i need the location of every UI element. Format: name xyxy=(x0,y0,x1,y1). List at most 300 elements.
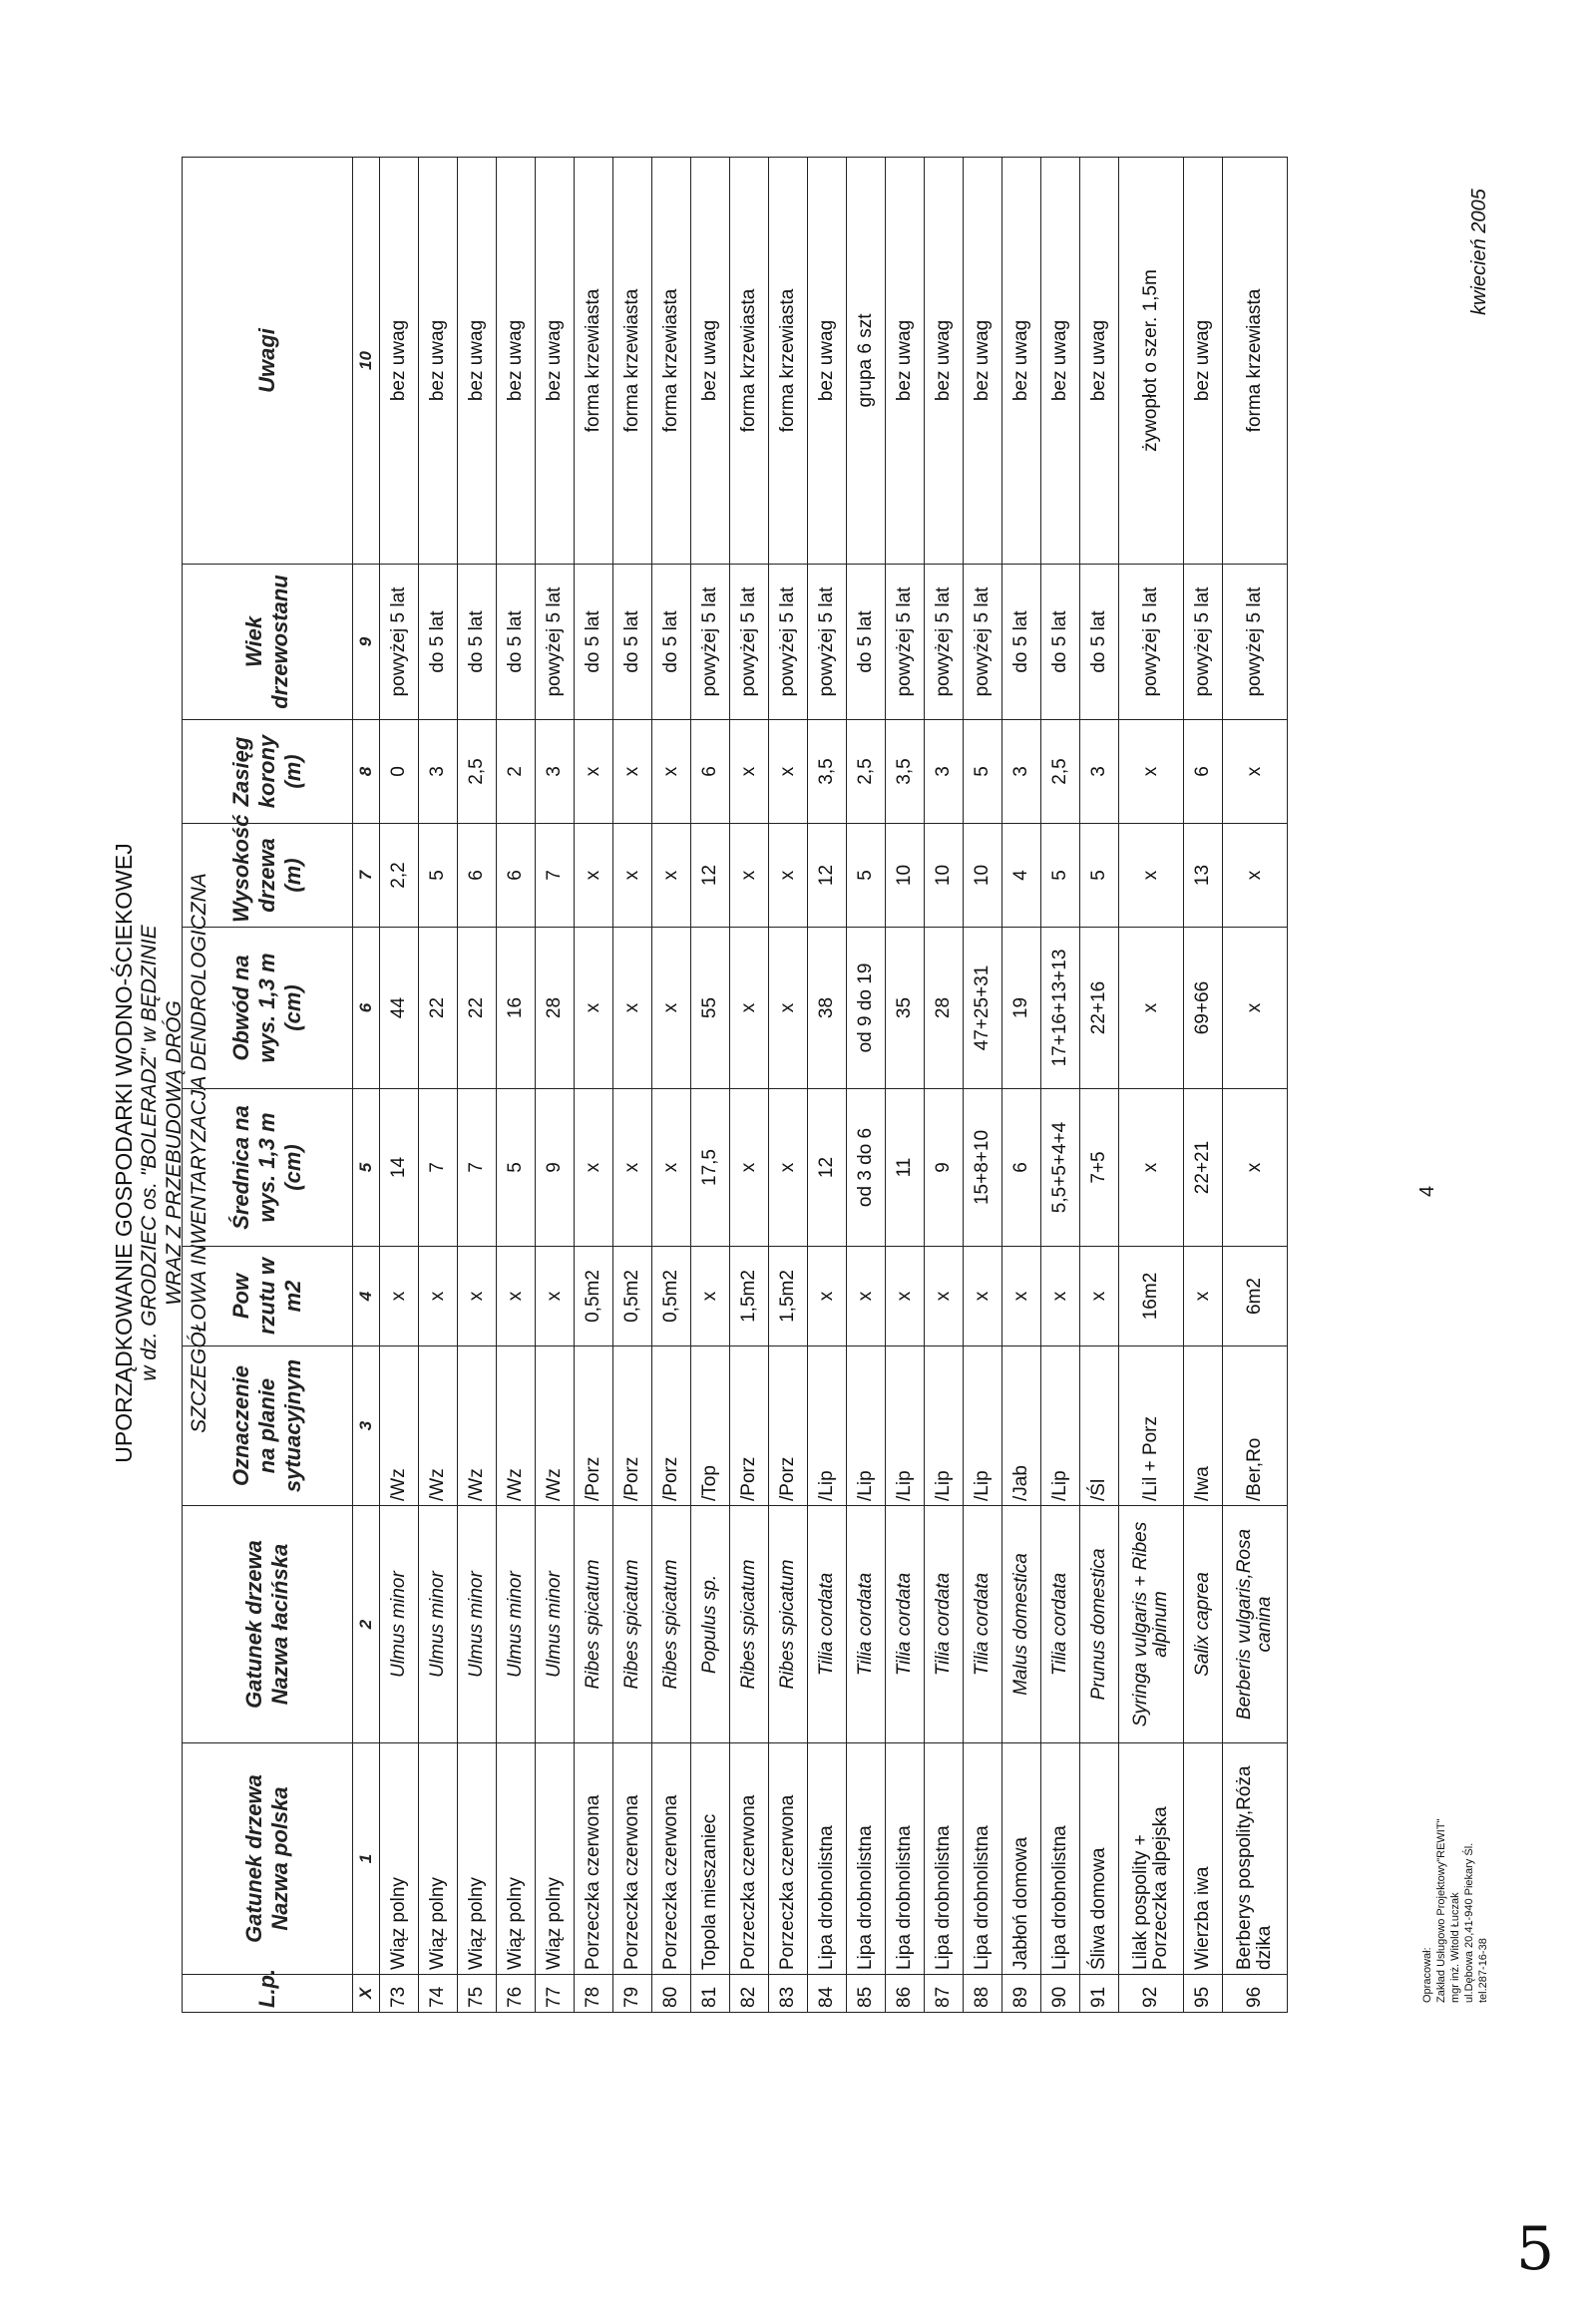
table-cell: 7 xyxy=(536,824,575,928)
table-cell: 2,5 xyxy=(1041,720,1080,824)
table-cell: 88 xyxy=(964,1975,1002,2013)
table-cell: x xyxy=(730,720,769,824)
inventory-table-container xyxy=(182,158,1288,2013)
table-cell: 12 xyxy=(691,824,730,928)
table-cell: Wierzba iwa xyxy=(1184,1743,1223,1975)
table-cell: Tilia cordata xyxy=(886,1506,925,1743)
table-cell: 75 xyxy=(458,1975,497,2013)
table-cell: Ribes spicatum xyxy=(769,1506,808,1743)
column-header: L.p. xyxy=(183,1975,353,2013)
table-cell: 69+66 xyxy=(1184,928,1223,1089)
table-cell: 17,5 xyxy=(691,1089,730,1247)
table-cell: 3 xyxy=(1002,720,1041,824)
table-cell: x xyxy=(769,928,808,1089)
table-cell: 76 xyxy=(497,1975,536,2013)
table-cell: x xyxy=(1119,720,1184,824)
column-number: 7 xyxy=(353,824,380,928)
table-cell: 0,5m2 xyxy=(652,1247,691,1346)
table-cell: bez uwag xyxy=(497,158,536,565)
table-cell: 92 xyxy=(1119,1975,1184,2013)
document-date: kwiecień 2005 xyxy=(1468,189,1490,315)
column-header: Pow rzutu w m2 xyxy=(183,1247,353,1346)
inventory-table xyxy=(182,157,1288,2013)
table-cell: forma krzewiasta xyxy=(575,158,613,565)
table-cell: do 5 lat xyxy=(497,565,536,720)
table-cell: Wiąz polny xyxy=(536,1743,575,1975)
table-cell: Porzeczka czerwona xyxy=(652,1743,691,1975)
table-cell: Wiąz polny xyxy=(380,1743,419,1975)
table-cell: bez uwag xyxy=(1080,158,1119,565)
table-cell: /Wz xyxy=(458,1346,497,1506)
table-cell: /Top xyxy=(691,1346,730,1506)
table-cell: 10 xyxy=(886,824,925,928)
column-number-row xyxy=(353,158,380,2013)
table-cell: 22+16 xyxy=(1080,928,1119,1089)
table-cell: Ribes spicatum xyxy=(575,1506,613,1743)
table-cell: /Lip xyxy=(847,1346,886,1506)
table-cell: 80 xyxy=(652,1975,691,2013)
table-cell: Porzeczka czerwona xyxy=(575,1743,613,1975)
table-cell: bez uwag xyxy=(886,158,925,565)
table-cell: 15+8+10 xyxy=(964,1089,1002,1247)
table-cell: x xyxy=(652,1089,691,1247)
column-number: 1 xyxy=(353,1743,380,1975)
table-cell: 2,5 xyxy=(847,720,886,824)
table-cell: powyżej 5 lat xyxy=(691,565,730,720)
table-cell: do 5 lat xyxy=(458,565,497,720)
table-cell: /Wz xyxy=(419,1346,458,1506)
page-number: 4 xyxy=(1416,1185,1438,1197)
table-cell: powyżej 5 lat xyxy=(808,565,847,720)
table-cell: x xyxy=(1080,1247,1119,1346)
table-cell: x xyxy=(1119,1089,1184,1247)
table-row xyxy=(886,158,925,2013)
table-cell: x xyxy=(1223,720,1288,824)
table-cell: forma krzewiasta xyxy=(613,158,652,565)
table-cell: do 5 lat xyxy=(419,565,458,720)
table-cell: Prunus domestica xyxy=(1080,1506,1119,1743)
table-row xyxy=(1002,158,1041,2013)
header-title: UPORZĄDKOWANIE GOSPODARKI WODNO-ŚCIEKOWEJ xyxy=(111,843,137,1463)
table-cell: x xyxy=(847,1247,886,1346)
table-cell: 5,5+5+4+4 xyxy=(1041,1089,1080,1247)
table-cell: 85 xyxy=(847,1975,886,2013)
table-cell: /Porz xyxy=(575,1346,613,1506)
table-cell: /Porz xyxy=(769,1346,808,1506)
table-cell: x xyxy=(964,1247,1002,1346)
table-row xyxy=(730,158,769,2013)
table-cell: x xyxy=(613,720,652,824)
table-cell: 7+5 xyxy=(1080,1089,1119,1247)
table-cell: 7 xyxy=(458,1089,497,1247)
table-cell: x xyxy=(886,1247,925,1346)
table-cell: x xyxy=(613,928,652,1089)
column-number: 6 xyxy=(353,928,380,1089)
table-cell: do 5 lat xyxy=(613,565,652,720)
header-location: w dz. GRODZIEC os. "BOLERADZ" w BĘDZINIE xyxy=(138,925,161,1381)
column-number: 8 xyxy=(353,720,380,824)
table-cell: 81 xyxy=(691,1975,730,2013)
table-cell: 6 xyxy=(497,824,536,928)
table-cell: 17+16+13+13 xyxy=(1041,928,1080,1089)
table-cell: 6 xyxy=(1184,720,1223,824)
table-cell: 22 xyxy=(419,928,458,1089)
table-cell: 2,5 xyxy=(458,720,497,824)
table-cell: 16 xyxy=(497,928,536,1089)
table-cell: do 5 lat xyxy=(575,565,613,720)
table-cell: bez uwag xyxy=(964,158,1002,565)
table-cell: bez uwag xyxy=(1002,158,1041,565)
table-cell: 0,5m2 xyxy=(575,1247,613,1346)
table-cell: 77 xyxy=(536,1975,575,2013)
table-row xyxy=(691,158,730,2013)
table-row xyxy=(536,158,575,2013)
table-cell: x xyxy=(613,824,652,928)
table-cell: x xyxy=(769,1089,808,1247)
table-cell: Tilia cordata xyxy=(1041,1506,1080,1743)
table-cell: 91 xyxy=(1080,1975,1119,2013)
table-cell: Wiąz polny xyxy=(419,1743,458,1975)
table-cell: Jabłoń domowa xyxy=(1002,1743,1041,1975)
table-cell: 73 xyxy=(380,1975,419,2013)
column-header: Oznaczenie na planie sytuacyjnym xyxy=(183,1346,353,1506)
table-cell: 86 xyxy=(886,1975,925,2013)
table-cell: x xyxy=(808,1247,847,1346)
table-cell: Porzeczka czerwona xyxy=(769,1743,808,1975)
table-cell: powyżej 5 lat xyxy=(1223,565,1288,720)
table-cell: 5 xyxy=(419,824,458,928)
table-row xyxy=(1080,158,1119,2013)
table-row xyxy=(613,158,652,2013)
table-cell: /Porz xyxy=(613,1346,652,1506)
table-cell: /Lil + Porz xyxy=(1119,1346,1184,1506)
table-cell: 78 xyxy=(575,1975,613,2013)
table-cell: od 3 do 6 xyxy=(847,1089,886,1247)
column-header: Uwagi xyxy=(183,158,353,565)
table-cell: bez uwag xyxy=(1184,158,1223,565)
table-cell: x xyxy=(419,1247,458,1346)
table-cell: Ulmus minor xyxy=(419,1506,458,1743)
table-cell: 3 xyxy=(536,720,575,824)
table-row xyxy=(380,158,419,2013)
table-cell: żywopłot o szer. 1,5m xyxy=(1119,158,1184,565)
table-cell: powyżej 5 lat xyxy=(964,565,1002,720)
table-cell: x xyxy=(380,1247,419,1346)
table-cell: /Śl xyxy=(1080,1346,1119,1506)
table-cell: 0 xyxy=(380,720,419,824)
author-phone: tel.287-16-38 xyxy=(1477,1938,1489,2003)
table-cell: 9 xyxy=(925,1089,964,1247)
table-cell: Wiąz polny xyxy=(497,1743,536,1975)
table-row xyxy=(769,158,808,2013)
table-cell: Tilia cordata xyxy=(847,1506,886,1743)
table-cell: 5 xyxy=(1041,824,1080,928)
table-cell: x xyxy=(730,928,769,1089)
table-cell: x xyxy=(730,1089,769,1247)
table-cell: Berberys pospolity,Róża dzika xyxy=(1223,1743,1288,1975)
table-cell: x xyxy=(769,720,808,824)
table-cell: x xyxy=(1223,928,1288,1089)
table-cell: x xyxy=(497,1247,536,1346)
table-cell: 95 xyxy=(1184,1975,1223,2013)
table-cell: Lipa drobnolistna xyxy=(847,1743,886,1975)
table-cell: Porzeczka czerwona xyxy=(613,1743,652,1975)
table-cell: x xyxy=(1041,1247,1080,1346)
table-cell: Ribes spicatum xyxy=(730,1506,769,1743)
column-number: 4 xyxy=(353,1247,380,1346)
table-row xyxy=(497,158,536,2013)
table-cell: 82 xyxy=(730,1975,769,2013)
table-cell: x xyxy=(1223,1089,1288,1247)
author-company: Zakład Usługowo Projektowy"REWIT" xyxy=(1435,1818,1447,2003)
table-cell: x xyxy=(652,720,691,824)
table-cell: x xyxy=(652,928,691,1089)
table-cell: powyżej 5 lat xyxy=(730,565,769,720)
table-cell: 89 xyxy=(1002,1975,1041,2013)
table-cell: /Porz xyxy=(652,1346,691,1506)
table-row xyxy=(1119,158,1184,2013)
table-cell: grupa 6 szt xyxy=(847,158,886,565)
table-cell: 2,2 xyxy=(380,824,419,928)
table-row xyxy=(575,158,613,2013)
table-row xyxy=(419,158,458,2013)
table-cell: 1,5m2 xyxy=(730,1247,769,1346)
table-row xyxy=(847,158,886,2013)
column-number: 2 xyxy=(353,1506,380,1743)
table-cell: 79 xyxy=(613,1975,652,2013)
table-cell: /Lip xyxy=(964,1346,1002,1506)
table-cell: 7 xyxy=(419,1089,458,1247)
table-cell: Ulmus minor xyxy=(458,1506,497,1743)
author-label: Opracował: xyxy=(1421,1947,1433,2003)
table-cell: Wiąz polny xyxy=(458,1743,497,1975)
table-cell: x xyxy=(652,824,691,928)
table-cell: 38 xyxy=(808,928,847,1089)
table-cell: /Wz xyxy=(380,1346,419,1506)
table-cell: Tilia cordata xyxy=(808,1506,847,1743)
table-cell: 6m2 xyxy=(1223,1247,1288,1346)
table-cell: Tilia cordata xyxy=(925,1506,964,1743)
table-cell: powyżej 5 lat xyxy=(1184,565,1223,720)
table-body xyxy=(380,158,1288,2013)
table-cell: 3,5 xyxy=(886,720,925,824)
table-cell: 3,5 xyxy=(808,720,847,824)
table-cell: 74 xyxy=(419,1975,458,2013)
table-cell: /Porz xyxy=(730,1346,769,1506)
table-cell: do 5 lat xyxy=(847,565,886,720)
table-cell: x xyxy=(1002,1247,1041,1346)
table-cell: Lilak pospolity + Porzeczka alpejska xyxy=(1119,1743,1184,1975)
table-cell: /Wz xyxy=(536,1346,575,1506)
table-cell: 28 xyxy=(925,928,964,1089)
table-cell: x xyxy=(730,824,769,928)
table-cell: /Lip xyxy=(808,1346,847,1506)
table-row xyxy=(1041,158,1080,2013)
author-name: mgr inż. Witold Łuczak xyxy=(1449,1892,1461,2003)
table-cell: 9 xyxy=(536,1089,575,1247)
table-cell: 4 xyxy=(1002,824,1041,928)
table-cell: /Wz xyxy=(497,1346,536,1506)
table-cell: 13 xyxy=(1184,824,1223,928)
table-row xyxy=(808,158,847,2013)
table-cell: /Lip xyxy=(886,1346,925,1506)
table-cell: 10 xyxy=(925,824,964,928)
table-cell: /Ber,Ro xyxy=(1223,1346,1288,1506)
column-number: 9 xyxy=(353,565,380,720)
table-cell: Malus domestica xyxy=(1002,1506,1041,1743)
author-info xyxy=(1420,1819,1490,2003)
column-number: 10 xyxy=(353,158,380,565)
table-cell: Syringa vulgaris + Ribes alpinum xyxy=(1119,1506,1184,1743)
table-cell: powyżej 5 lat xyxy=(1119,565,1184,720)
table-cell: bez uwag xyxy=(808,158,847,565)
table-cell: x xyxy=(575,928,613,1089)
table-cell: Ulmus minor xyxy=(380,1506,419,1743)
table-cell: od 9 do 19 xyxy=(847,928,886,1089)
table-cell: x xyxy=(613,1089,652,1247)
table-cell: 22 xyxy=(458,928,497,1089)
table-cell: powyżej 5 lat xyxy=(925,565,964,720)
header-subtitle: SZCZEGÓŁOWA INWENTARYZACJA DENDROLOGICZNA xyxy=(188,873,210,1433)
table-cell: 16m2 xyxy=(1119,1247,1184,1346)
table-cell: bez uwag xyxy=(536,158,575,565)
table-cell: 47+25+31 xyxy=(964,928,1002,1089)
table-cell: x xyxy=(1223,824,1288,928)
table-cell: Ulmus minor xyxy=(497,1506,536,1743)
table-cell: 14 xyxy=(380,1089,419,1247)
table-cell: 12 xyxy=(808,824,847,928)
table-cell: forma krzewiasta xyxy=(730,158,769,565)
table-cell: bez uwag xyxy=(380,158,419,565)
table-cell: bez uwag xyxy=(925,158,964,565)
table-cell: x xyxy=(1119,824,1184,928)
column-number: 3 xyxy=(353,1346,380,1506)
table-cell: Ribes spicatum xyxy=(652,1506,691,1743)
table-cell: x xyxy=(536,1247,575,1346)
table-header-row xyxy=(183,158,353,2013)
table-cell: 87 xyxy=(925,1975,964,2013)
table-cell: x xyxy=(691,1247,730,1346)
table-cell: powyżej 5 lat xyxy=(380,565,419,720)
table-cell: forma krzewiasta xyxy=(1223,158,1288,565)
table-cell: forma krzewiasta xyxy=(769,158,808,565)
table-cell: x xyxy=(458,1247,497,1346)
table-cell: 90 xyxy=(1041,1975,1080,2013)
table-cell: bez uwag xyxy=(1041,158,1080,565)
table-cell: 5 xyxy=(847,824,886,928)
table-cell: Lipa drobnolistna xyxy=(1041,1743,1080,1975)
table-cell: 6 xyxy=(1002,1089,1041,1247)
table-cell: x xyxy=(575,824,613,928)
table-row xyxy=(925,158,964,2013)
table-cell: bez uwag xyxy=(419,158,458,565)
table-cell: /Jab xyxy=(1002,1346,1041,1506)
column-header: Gatunek drzewa Nazwa polska xyxy=(183,1743,353,1975)
table-cell: /Iwa xyxy=(1184,1346,1223,1506)
table-cell: 84 xyxy=(808,1975,847,2013)
table-cell: /Lip xyxy=(1041,1346,1080,1506)
table-cell: 35 xyxy=(886,928,925,1089)
column-header: Wiek drzewostanu xyxy=(183,565,353,720)
table-cell: Lipa drobnolistna xyxy=(808,1743,847,1975)
handwritten-page-number: 5 xyxy=(1516,2214,1555,2284)
table-cell: 0,5m2 xyxy=(613,1247,652,1346)
table-cell: x xyxy=(1119,928,1184,1089)
column-header: Wysokość drzewa (m) xyxy=(183,824,353,928)
table-cell: x xyxy=(575,720,613,824)
table-cell: 3 xyxy=(419,720,458,824)
table-cell: 22+21 xyxy=(1184,1089,1223,1247)
author-address: ul.Dębowa 20,41-940 Piekary Śl. xyxy=(1463,1842,1475,2003)
table-cell: 2 xyxy=(497,720,536,824)
table-cell: 6 xyxy=(458,824,497,928)
column-header: Średnica na wys. 1,3 m (cm) xyxy=(183,1089,353,1247)
table-cell: 44 xyxy=(380,928,419,1089)
table-cell: x xyxy=(769,824,808,928)
table-cell: 12 xyxy=(808,1089,847,1247)
table-cell: Tilia cordata xyxy=(964,1506,1002,1743)
table-cell: do 5 lat xyxy=(1002,565,1041,720)
table-cell: x xyxy=(925,1247,964,1346)
table-cell: 28 xyxy=(536,928,575,1089)
column-number: X xyxy=(353,1975,380,2013)
table-cell: forma krzewiasta xyxy=(652,158,691,565)
table-cell: do 5 lat xyxy=(652,565,691,720)
table-cell: x xyxy=(1184,1247,1223,1346)
table-cell: 5 xyxy=(1080,824,1119,928)
column-number: 5 xyxy=(353,1089,380,1247)
table-cell: 19 xyxy=(1002,928,1041,1089)
table-cell: powyżej 5 lat xyxy=(769,565,808,720)
table-row xyxy=(964,158,1002,2013)
table-cell: 10 xyxy=(964,824,1002,928)
column-header: Zasięg korony (m) xyxy=(183,720,353,824)
table-cell: Lipa drobnolistna xyxy=(925,1743,964,1975)
table-cell: Berberis vulgaris,Rosa canina xyxy=(1223,1506,1288,1743)
table-cell: Populus sp. xyxy=(691,1506,730,1743)
table-row xyxy=(1184,158,1223,2013)
table-cell: Ulmus minor xyxy=(536,1506,575,1743)
table-cell: 6 xyxy=(691,720,730,824)
table-cell: do 5 lat xyxy=(1080,565,1119,720)
table-cell: Ribes spicatum xyxy=(613,1506,652,1743)
column-header: Gatunek drzewa Nazwa łacińska xyxy=(183,1506,353,1743)
table-cell: Lipa drobnolistna xyxy=(886,1743,925,1975)
table-cell: x xyxy=(575,1089,613,1247)
table-cell: Śliwa domowa xyxy=(1080,1743,1119,1975)
table-cell: 1,5m2 xyxy=(769,1247,808,1346)
table-cell: bez uwag xyxy=(458,158,497,565)
table-cell: 3 xyxy=(1080,720,1119,824)
table-cell: Salix caprea xyxy=(1184,1506,1223,1743)
table-cell: 5 xyxy=(497,1089,536,1247)
table-cell: powyżej 5 lat xyxy=(886,565,925,720)
table-cell: Porzeczka czerwona xyxy=(730,1743,769,1975)
column-header: Obwód na wys. 1,3 m (cm) xyxy=(183,928,353,1089)
table-cell: 11 xyxy=(886,1089,925,1247)
table-row xyxy=(652,158,691,2013)
table-cell: /Lip xyxy=(925,1346,964,1506)
table-row xyxy=(1223,158,1288,2013)
table-cell: bez uwag xyxy=(691,158,730,565)
table-cell: Lipa drobnolistna xyxy=(964,1743,1002,1975)
table-cell: 5 xyxy=(964,720,1002,824)
header-scope: WRAZ Z PRZEBUDOWĄ DRÓG xyxy=(163,1000,186,1306)
table-row xyxy=(458,158,497,2013)
table-cell: 83 xyxy=(769,1975,808,2013)
table-cell: 55 xyxy=(691,928,730,1089)
table-cell: Topola mieszaniec xyxy=(691,1743,730,1975)
